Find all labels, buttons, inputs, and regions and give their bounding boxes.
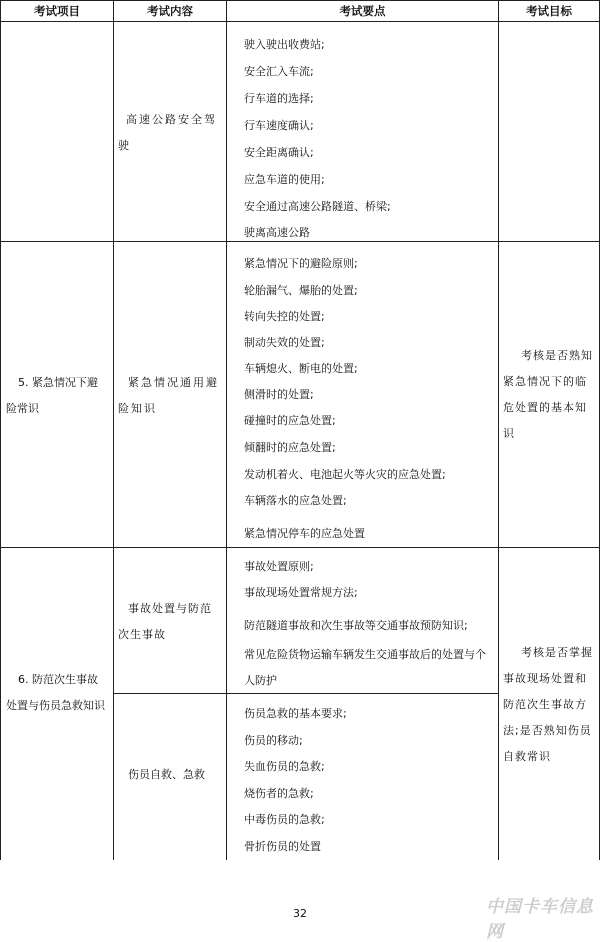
accident-goal: 考核是否掌握事故现场处置和防范次生事故方法;是否熟知伤员自救常识	[503, 646, 593, 763]
highway-point: 驶离高速公路	[244, 226, 310, 239]
emergency-content: 紧急情况通用避险知识	[118, 376, 219, 415]
emergency-goal: 考核是否熟知紧急情况下的临危处置的基本知识	[503, 349, 593, 440]
accident-sub2-content: 伤员自救、急救	[128, 768, 205, 781]
accident-sub1-point: 常见危险货物运输车辆发生交通事故后的处置与个人防护	[244, 648, 486, 687]
accident-sub2-point: 骨折伤员的处置	[244, 840, 321, 853]
highway-point: 驶入驶出收费站;	[244, 38, 325, 51]
accident-sub2-point: 伤员急救的基本要求;	[244, 707, 347, 720]
accident-sub2-point: 伤员的移动;	[244, 734, 303, 747]
highway-point: 安全距离确认;	[244, 146, 314, 159]
emergency-point: 车辆落水的应急处置;	[244, 494, 347, 507]
emergency-point: 转向失控的处置;	[244, 310, 325, 323]
accident-item: 6. 防范次生事故处置与伤员急救知识	[6, 673, 105, 712]
emergency-point: 车辆熄火、断电的处置;	[244, 362, 358, 375]
highway-point: 应急车道的使用;	[244, 173, 325, 186]
header-exam-content: 考试内容	[147, 4, 193, 18]
accident-sub2-point: 烧伤者的急救;	[244, 787, 314, 800]
header-exam-points: 考试要点	[339, 4, 386, 18]
accident-sub1-point: 事故处置原则;	[244, 560, 314, 573]
emergency-point: 轮胎漏气、爆胎的处置;	[244, 284, 358, 297]
emergency-point: 紧急情况下的避险原则;	[244, 257, 358, 270]
highway-point: 安全汇入车流;	[244, 65, 314, 78]
header-exam-item: 考试项目	[34, 4, 80, 18]
highway-point: 行车速度确认;	[244, 119, 314, 132]
accident-sub2-point: 中毒伤员的急救;	[244, 813, 325, 826]
emergency-point: 侧滑时的处置;	[244, 388, 314, 401]
header-exam-goal: 考试目标	[526, 4, 572, 18]
highway-point: 行车道的选择;	[244, 92, 314, 105]
page-number: 32	[293, 907, 307, 920]
highway-content: 高速公路安全驾驶	[118, 113, 217, 152]
emergency-point: 碰撞时的应急处置;	[244, 414, 336, 427]
watermark-logo: 中国卡车信息网	[486, 897, 594, 942]
emergency-item: 5. 紧急情况下避险常识	[6, 376, 98, 415]
accident-sub1-content: 事故处置与防范次生事故	[118, 602, 212, 641]
accident-sub1-point: 事故现场处置常规方法;	[244, 586, 358, 599]
emergency-point: 制动失效的处置;	[244, 336, 325, 349]
accident-sub1-point: 防范隧道事故和次生事故等交通事故预防知识;	[244, 619, 468, 632]
emergency-point: 倾翻时的应急处置;	[244, 441, 336, 454]
emergency-point: 发动机着火、电池起火等火灾的应急处置;	[244, 468, 446, 481]
highway-point: 安全通过高速公路隧道、桥梁;	[244, 200, 391, 213]
emergency-point: 紧急情况停车的应急处置	[244, 527, 365, 540]
accident-sub2-point: 失血伤员的急救;	[244, 760, 325, 773]
